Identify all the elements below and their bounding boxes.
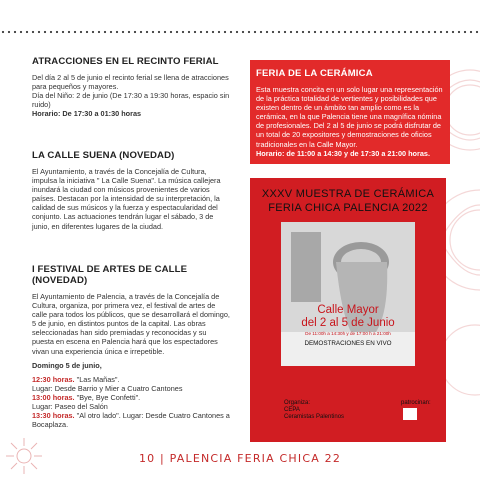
section-title: I FESTIVAL DE ARTES DE CALLE (NOVEDAD): [32, 264, 188, 286]
dotted-divider: [0, 30, 480, 34]
page-footer: 10 | PALENCIA FERIA CHICA 22: [138, 452, 342, 465]
paragraph: Día del Niño: 2 de junio (De 17:30 a 19:30 horas, espacio sin ruido): [32, 91, 230, 110]
poster-calle: Calle Mayor del 2 al 5 de Junio: [301, 304, 395, 329]
events-list: [32, 375, 230, 430]
section-festival: [32, 264, 230, 429]
poster-demos: DEMOSTRACIONES EN VIVO: [304, 340, 392, 347]
poster-patrocinan: patrocinan:: [401, 400, 431, 406]
list-item: Lugar: Desde Barrio y Mier a Cuatro Cantones: [32, 383, 183, 393]
section-title: ATRACCIONES EN EL RECINTO FERIAL: [32, 56, 219, 67]
section-title: LA CALLE SUENA (NOVEDAD): [32, 150, 175, 161]
list-item: 13:30 horas. "Al otro lado". Lugar: Desde Cuatro Cantones a Bocaplaza.: [32, 411, 230, 430]
poster-title-line2: FERIA CHICA PALENCIA 2022: [268, 202, 428, 214]
hours-text: Horario: De 17:30 a 01:30 horas: [32, 109, 142, 119]
section-recinto: [32, 56, 230, 118]
hours-text: Horario: de 11:00 a 14:30 y de 17:30 a 21:00 horas.: [256, 148, 431, 158]
paragraph: Del día 2 al 5 de junio el recinto ferial se llena de atracciones para pequeños y mayores.: [32, 73, 229, 92]
box-title: FERIA DE LA CERÁMICA: [256, 68, 373, 79]
paragraph: El Ayuntamiento de Palencia, a través de la Concejalía de Cultura, organiza, por primera vez, el festival de artes de calle para todos los públicos, que se desarrollará el domingo, 5 de junio, en distintos puntos de la capital. Las obras seleccionadas han sido premiadas y reconocidas y su puesta en escena en Palencia hará que los espectadores vivan una experiencia única e irrepetible.: [32, 292, 230, 356]
poster-title-line1: XXXV MUESTRA DE CERÁMICA: [261, 188, 435, 200]
list-item: 13:00 horas. "Bye, Bye Confetti".: [32, 392, 141, 402]
list-item: Lugar: Paseo del Salón: [32, 402, 108, 412]
poster-hours: De 11:00h a 14:30h y de 17:00 h a 21:00h: [305, 331, 391, 336]
ceramica-box: [250, 60, 450, 164]
paragraph: El Ayuntamiento, a través de la Concejalía de Cultura, impulsa la iniciativa " La Calle Suena". La música callejera inundará la ciudad con músicos provenientes de varios países. Destacan por la intensidad de su interpretación, la calidad de sus músicos y la fuerza y espectacularidad del conjunto. Las actuaciones tendrán lugar el sábado, 3 de junio, en diferentes lugares de la ciudad.: [32, 167, 221, 231]
ceramica-poster: [250, 178, 446, 442]
poster-organiza: Organiza: CEPA Ceramistas Palentinos: [284, 400, 345, 420]
day-label: Domingo 5 de junio,: [32, 360, 102, 370]
paragraph: Esta muestra concita en un solo lugar una representación de la práctica totalidad de vertientes y posibilidades que existen dentro de un ámbito tan amplio como es la cerámica, en la que Palencia tiene una magnífica nómina de profesionales. Del 2 al 5 de junio se podrá disfrutar de un total de 20 expositores y demostraciones de oficios tradicionales en la Calle Mayor.: [256, 85, 443, 149]
list-item: 12:30 horas. "Las Mañas".: [32, 374, 120, 384]
section-calle-suena: [32, 150, 230, 231]
sponsor-logo: [403, 408, 417, 420]
